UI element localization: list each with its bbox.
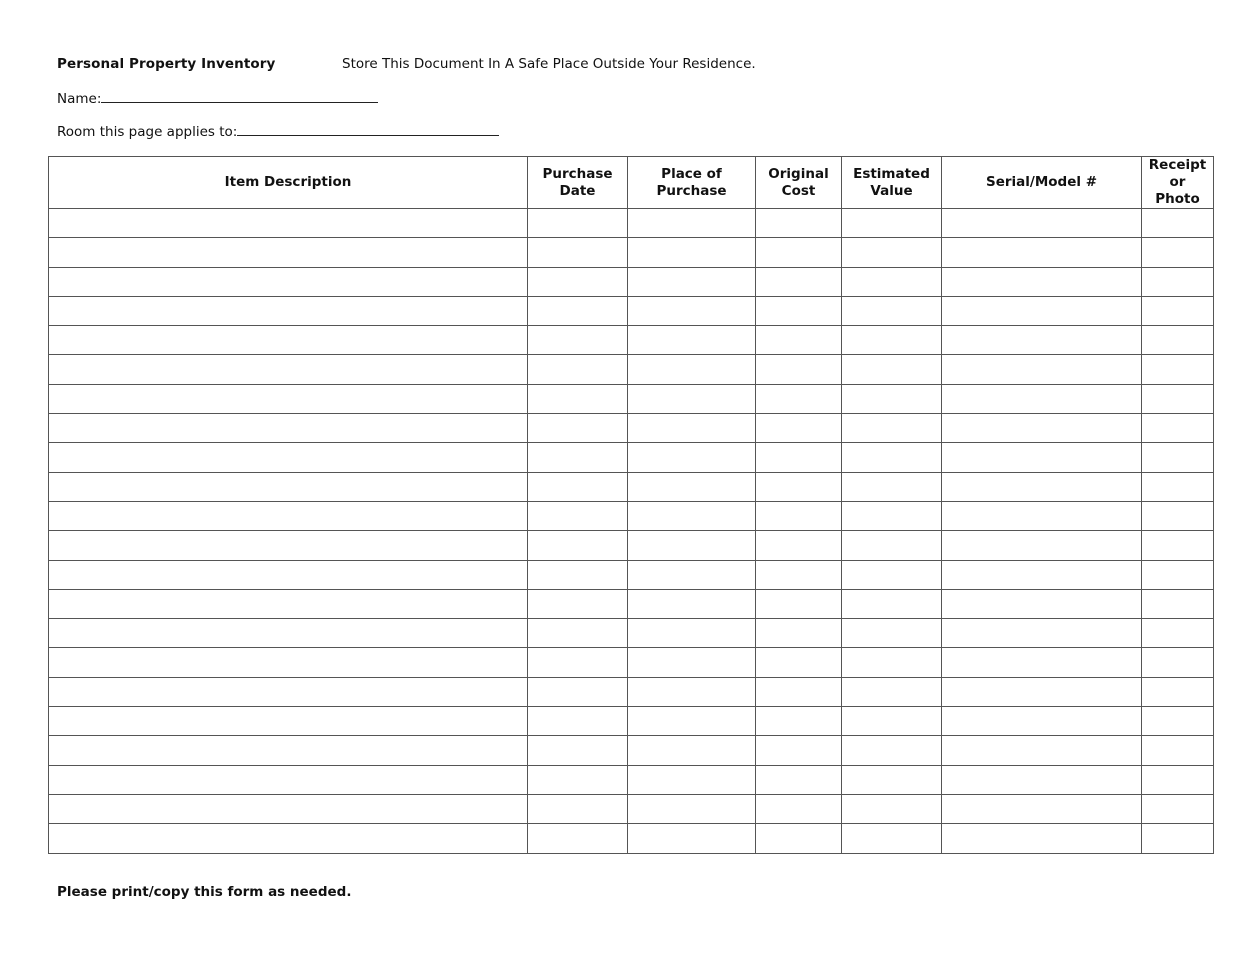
cell-original-cost[interactable] [756,619,842,648]
cell-place-of-purchase[interactable] [628,736,756,765]
cell-estimated-value[interactable] [842,794,942,823]
cell-purchase-date[interactable] [528,531,628,560]
cell-serial-model[interactable] [942,707,1142,736]
cell-place-of-purchase[interactable] [628,501,756,530]
cell-original-cost[interactable] [756,648,842,677]
cell-estimated-value[interactable] [842,677,942,706]
name-field-line[interactable] [101,89,378,103]
inventory-table-body [49,209,1214,854]
cell-place-of-purchase[interactable] [628,677,756,706]
cell-estimated-value[interactable] [842,619,942,648]
table-row [49,560,1214,589]
cell-item-description[interactable] [49,326,528,355]
cell-estimated-value[interactable] [842,326,942,355]
cell-item-description[interactable] [49,648,528,677]
cell-receipt-or-photo[interactable] [1142,765,1214,794]
cell-receipt-or-photo[interactable] [1142,531,1214,560]
cell-place-of-purchase[interactable] [628,414,756,443]
cell-item-description[interactable] [49,296,528,325]
cell-place-of-purchase[interactable] [628,765,756,794]
room-label: Room this page applies to: [57,124,238,140]
cell-receipt-or-photo[interactable] [1142,589,1214,618]
table-row [49,824,1214,853]
cell-estimated-value[interactable] [842,209,942,238]
cell-purchase-date[interactable] [528,765,628,794]
table-row [49,736,1214,765]
column-header-place-of-purchase: Place of Purchase [628,157,756,209]
cell-item-description[interactable] [49,560,528,589]
cell-item-description[interactable] [49,501,528,530]
cell-purchase-date[interactable] [528,560,628,589]
cell-original-cost[interactable] [756,296,842,325]
cell-serial-model[interactable] [942,648,1142,677]
cell-estimated-value[interactable] [842,267,942,296]
cell-original-cost[interactable] [756,589,842,618]
table-row [49,531,1214,560]
cell-original-cost[interactable] [756,238,842,267]
cell-serial-model[interactable] [942,472,1142,501]
cell-serial-model[interactable] [942,736,1142,765]
cell-item-description[interactable] [49,267,528,296]
name-label: Name: [57,91,102,107]
cell-item-description[interactable] [49,414,528,443]
column-header-item-description: Item Description [49,157,528,209]
cell-receipt-or-photo[interactable] [1142,648,1214,677]
cell-receipt-or-photo[interactable] [1142,267,1214,296]
cell-receipt-or-photo[interactable] [1142,384,1214,413]
cell-original-cost[interactable] [756,707,842,736]
cell-estimated-value[interactable] [842,824,942,853]
cell-original-cost[interactable] [756,501,842,530]
table-row [49,384,1214,413]
cell-item-description[interactable] [49,443,528,472]
cell-item-description[interactable] [49,677,528,706]
cell-place-of-purchase[interactable] [628,384,756,413]
table-row [49,619,1214,648]
cell-place-of-purchase[interactable] [628,443,756,472]
cell-item-description[interactable] [49,384,528,413]
cell-purchase-date[interactable] [528,707,628,736]
column-header-original-cost: Original Cost [756,157,842,209]
cell-serial-model[interactable] [942,238,1142,267]
table-row [49,794,1214,823]
cell-original-cost[interactable] [756,824,842,853]
table-row [49,414,1214,443]
cell-purchase-date[interactable] [528,296,628,325]
cell-estimated-value[interactable] [842,238,942,267]
table-row [49,677,1214,706]
cell-estimated-value[interactable] [842,414,942,443]
cell-estimated-value[interactable] [842,472,942,501]
table-row [49,443,1214,472]
cell-receipt-or-photo[interactable] [1142,443,1214,472]
cell-serial-model[interactable] [942,326,1142,355]
cell-place-of-purchase[interactable] [628,267,756,296]
cell-serial-model[interactable] [942,296,1142,325]
cell-item-description[interactable] [49,209,528,238]
cell-receipt-or-photo[interactable] [1142,560,1214,589]
table-row [49,355,1214,384]
cell-place-of-purchase[interactable] [628,326,756,355]
cell-serial-model[interactable] [942,560,1142,589]
cell-place-of-purchase[interactable] [628,589,756,618]
table-row [49,267,1214,296]
cell-original-cost[interactable] [756,560,842,589]
name-field-row [57,89,378,107]
cell-purchase-date[interactable] [528,355,628,384]
cell-receipt-or-photo[interactable] [1142,736,1214,765]
cell-place-of-purchase[interactable] [628,824,756,853]
cell-item-description[interactable] [49,794,528,823]
table-header-row [49,157,1214,209]
cell-original-cost[interactable] [756,443,842,472]
cell-original-cost[interactable] [756,267,842,296]
cell-original-cost[interactable] [756,531,842,560]
table-row [49,707,1214,736]
cell-serial-model[interactable] [942,677,1142,706]
cell-purchase-date[interactable] [528,238,628,267]
cell-serial-model[interactable] [942,794,1142,823]
cell-place-of-purchase[interactable] [628,296,756,325]
cell-receipt-or-photo[interactable] [1142,414,1214,443]
cell-estimated-value[interactable] [842,501,942,530]
cell-item-description[interactable] [49,736,528,765]
cell-estimated-value[interactable] [842,296,942,325]
cell-place-of-purchase[interactable] [628,619,756,648]
cell-purchase-date[interactable] [528,443,628,472]
cell-receipt-or-photo[interactable] [1142,619,1214,648]
cell-purchase-date[interactable] [528,677,628,706]
cell-place-of-purchase[interactable] [628,472,756,501]
cell-original-cost[interactable] [756,677,842,706]
cell-estimated-value[interactable] [842,765,942,794]
table-row [49,326,1214,355]
cell-serial-model[interactable] [942,501,1142,530]
column-header-estimated-value: Estimated Value [842,157,942,209]
cell-estimated-value[interactable] [842,384,942,413]
cell-serial-model[interactable] [942,619,1142,648]
cell-estimated-value[interactable] [842,531,942,560]
cell-estimated-value[interactable] [842,589,942,618]
cell-original-cost[interactable] [756,472,842,501]
cell-place-of-purchase[interactable] [628,238,756,267]
cell-item-description[interactable] [49,824,528,853]
cell-estimated-value[interactable] [842,560,942,589]
cell-serial-model[interactable] [942,384,1142,413]
cell-receipt-or-photo[interactable] [1142,355,1214,384]
cell-purchase-date[interactable] [528,414,628,443]
cell-place-of-purchase[interactable] [628,209,756,238]
cell-purchase-date[interactable] [528,384,628,413]
cell-receipt-or-photo[interactable] [1142,296,1214,325]
cell-serial-model[interactable] [942,531,1142,560]
cell-item-description[interactable] [49,355,528,384]
cell-place-of-purchase[interactable] [628,794,756,823]
cell-item-description[interactable] [49,589,528,618]
cell-serial-model[interactable] [942,355,1142,384]
inventory-table [48,156,1214,854]
cell-serial-model[interactable] [942,824,1142,853]
cell-receipt-or-photo[interactable] [1142,794,1214,823]
cell-purchase-date[interactable] [528,824,628,853]
cell-purchase-date[interactable] [528,209,628,238]
cell-place-of-purchase[interactable] [628,560,756,589]
cell-purchase-date[interactable] [528,267,628,296]
cell-estimated-value[interactable] [842,443,942,472]
cell-receipt-or-photo[interactable] [1142,677,1214,706]
table-row [49,589,1214,618]
table-row [49,765,1214,794]
cell-item-description[interactable] [49,472,528,501]
table-row [49,238,1214,267]
cell-serial-model[interactable] [942,414,1142,443]
cell-original-cost[interactable] [756,326,842,355]
cell-original-cost[interactable] [756,736,842,765]
cell-item-description[interactable] [49,619,528,648]
cell-place-of-purchase[interactable] [628,648,756,677]
cell-serial-model[interactable] [942,443,1142,472]
cell-estimated-value[interactable] [842,736,942,765]
cell-place-of-purchase[interactable] [628,355,756,384]
cell-estimated-value[interactable] [842,355,942,384]
cell-purchase-date[interactable] [528,619,628,648]
table-row [49,501,1214,530]
storage-notice: Store This Document In A Safe Place Outside Your Residence. [342,56,756,72]
cell-purchase-date[interactable] [528,326,628,355]
cell-receipt-or-photo[interactable] [1142,238,1214,267]
cell-purchase-date[interactable] [528,648,628,677]
cell-purchase-date[interactable] [528,736,628,765]
cell-purchase-date[interactable] [528,794,628,823]
form-title: Personal Property Inventory [57,56,276,72]
cell-item-description[interactable] [49,707,528,736]
table-row [49,296,1214,325]
cell-receipt-or-photo[interactable] [1142,209,1214,238]
cell-original-cost[interactable] [756,414,842,443]
cell-receipt-or-photo[interactable] [1142,824,1214,853]
footer-note: Please print/copy this form as needed. [57,884,352,900]
table-row [49,472,1214,501]
cell-original-cost[interactable] [756,209,842,238]
cell-receipt-or-photo[interactable] [1142,326,1214,355]
cell-serial-model[interactable] [942,267,1142,296]
cell-purchase-date[interactable] [528,472,628,501]
cell-estimated-value[interactable] [842,648,942,677]
cell-receipt-or-photo[interactable] [1142,501,1214,530]
room-field-line[interactable] [237,122,499,136]
cell-place-of-purchase[interactable] [628,531,756,560]
column-header-receipt-or-photo: Receipt or Photo [1142,157,1214,209]
cell-serial-model[interactable] [942,589,1142,618]
column-header-purchase-date: Purchase Date [528,157,628,209]
room-field-row [57,122,499,140]
cell-item-description[interactable] [49,238,528,267]
table-row [49,648,1214,677]
column-header-serial-model: Serial/Model # [942,157,1142,209]
cell-item-description[interactable] [49,531,528,560]
table-row [49,209,1214,238]
cell-item-description[interactable] [49,765,528,794]
cell-serial-model[interactable] [942,765,1142,794]
cell-estimated-value[interactable] [842,707,942,736]
cell-original-cost[interactable] [756,384,842,413]
cell-receipt-or-photo[interactable] [1142,472,1214,501]
cell-place-of-purchase[interactable] [628,707,756,736]
cell-original-cost[interactable] [756,355,842,384]
cell-original-cost[interactable] [756,765,842,794]
cell-serial-model[interactable] [942,209,1142,238]
cell-receipt-or-photo[interactable] [1142,707,1214,736]
cell-purchase-date[interactable] [528,501,628,530]
cell-original-cost[interactable] [756,794,842,823]
cell-purchase-date[interactable] [528,589,628,618]
